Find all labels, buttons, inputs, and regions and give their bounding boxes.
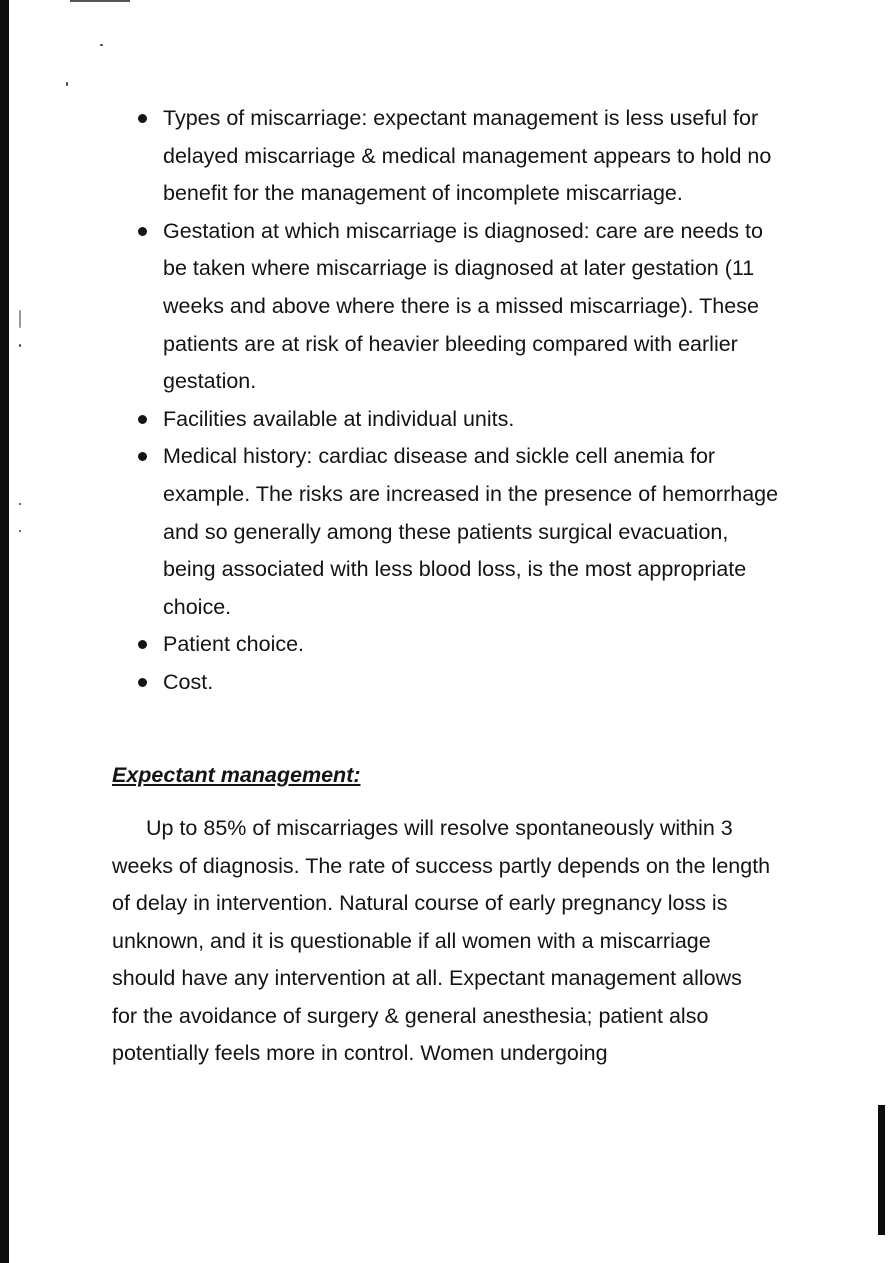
section-heading: Expectant management: — [112, 763, 361, 787]
scan-top-mark — [70, 0, 130, 2]
bullet-list — [136, 100, 786, 702]
scan-speck — [100, 44, 103, 46]
scan-speck — [19, 530, 21, 532]
scan-speck — [19, 344, 21, 347]
bullet-item — [136, 401, 786, 439]
bullet-dot-icon — [138, 227, 147, 236]
bullet-item — [136, 213, 786, 401]
bullet-dot-icon — [138, 415, 147, 424]
body-paragraph: Up to 85% of miscarriages will resolve spontaneously within 3 weeks of diagnosis. The rate of success partly depends on the length of delay in intervention. Natural course of early pregnancy loss is unknown, and it is questionable if all women with a miscarriage should have any intervention at all. Expectant management allows for the avoidance of surgery & general anesthesia; patient also potentially feels more in control. Women undergoing — [112, 816, 771, 1065]
bullet-dot-icon — [138, 452, 147, 461]
scan-border-left — [0, 0, 9, 1263]
bullet-text: Medical history: cardiac disease and sickle cell anemia for example. The risks are increased in the presence of hemorrhage and so generally among these patients surgical evacuation, being associated with less blood loss, is the most appropriate choice. — [163, 444, 779, 619]
bullet-text: Cost. — [163, 669, 214, 694]
bullet-text: Patient choice. — [163, 632, 305, 657]
bullet-text: Types of miscarriage: expectant management is less useful for delayed miscarriage & medical management appears to hold no benefit for the management of incomplete miscarriage. — [163, 106, 772, 206]
bullet-text: Facilities available at individual units. — [163, 406, 515, 431]
bullet-dot-icon — [138, 640, 147, 649]
bullet-item — [136, 100, 786, 213]
bullet-item — [136, 438, 786, 626]
bullet-dot-icon — [138, 678, 147, 687]
scan-speck — [19, 503, 21, 505]
scan-border-right — [878, 1105, 885, 1235]
scan-speck — [19, 310, 21, 328]
bullet-dot-icon — [138, 114, 147, 123]
bullet-item — [136, 626, 786, 664]
bullet-item — [136, 664, 786, 702]
bullet-text: Gestation at which miscarriage is diagnosed: care are needs to be taken where miscarriage is diagnosed at later gestation (11 weeks and above where there is a missed miscarriage). These patients are at risk of heavier bleeding compared with earlier gestation. — [163, 218, 763, 394]
scan-speck — [66, 82, 68, 86]
